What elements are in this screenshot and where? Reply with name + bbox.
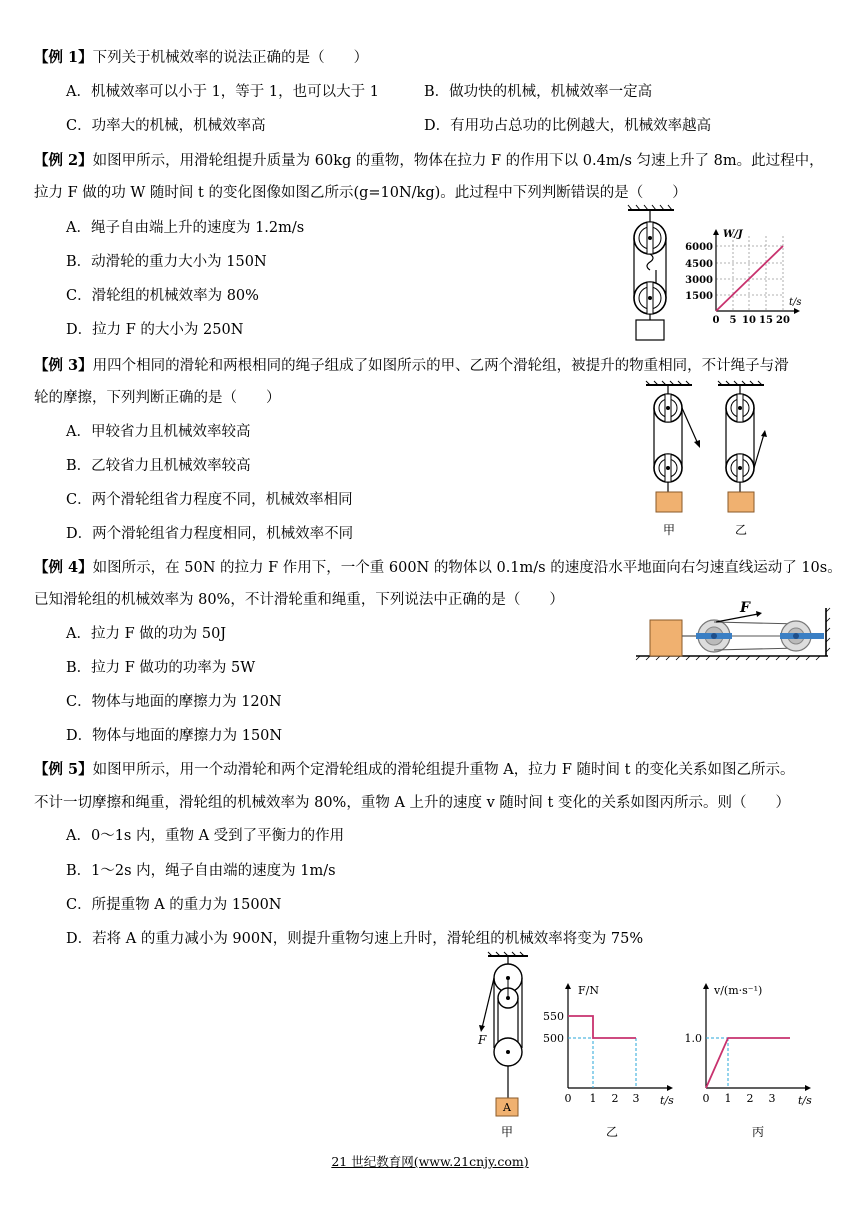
ex5-yi-ylabel: F/N bbox=[578, 984, 599, 997]
ex4-option-b: B．拉力 F 做功的功率为 5W bbox=[66, 660, 256, 676]
ex3-option-a: A．甲较省力且机械效率较高 bbox=[66, 424, 251, 440]
ex2-ytick-6000: 6000 bbox=[685, 242, 713, 253]
ex5-stem1: 如图甲所示，用一个动滑轮和两个定滑轮组成的滑轮组提升重物 A，拉力 F 随时间 t 的变化关系如图乙所示。 bbox=[92, 762, 795, 778]
ex2-work-line bbox=[716, 246, 783, 311]
ex5-pulley-figure bbox=[470, 952, 540, 1142]
ex4-force-label: F bbox=[740, 600, 750, 616]
ex3-tag: 【例 3】 bbox=[34, 357, 93, 374]
ex4-tag: 【例 4】 bbox=[34, 559, 93, 576]
ex4-option-d: D．物体与地面的摩擦力为 150N bbox=[66, 728, 283, 744]
ex5-bing-ylabel: v/(m·s⁻¹) bbox=[714, 984, 763, 997]
ex4-option-c: C．物体与地面的摩擦力为 120N bbox=[66, 694, 282, 710]
ex5-caption-bing: 丙 bbox=[751, 1125, 765, 1139]
ex2-stem1: 如图甲所示，用滑轮组提升质量为 60kg 的重物，物体在拉力 F 的作用下以 0.4m/s 匀速上升了 8m。此过程中， bbox=[92, 153, 824, 169]
ex3-pulley-figures bbox=[640, 382, 790, 542]
ex2-work-time-graph bbox=[683, 226, 813, 326]
ex4-option-a: A．拉力 F 做的功为 50J bbox=[66, 626, 227, 642]
ex5-stem-line1 bbox=[34, 760, 795, 780]
ex2-pulley-figure bbox=[622, 208, 686, 342]
ex1-option-b: B．做功快的机械，机械效率一定高 bbox=[424, 84, 653, 100]
ex5-bing-xtick-0: 0 bbox=[702, 1092, 710, 1105]
ex1-option-a: A．机械效率可以小于 1，等于 1，也可以大于 1 bbox=[66, 84, 379, 100]
ex5-bing-ytick-1: 1.0 bbox=[684, 1032, 702, 1045]
ex5-velocity-line bbox=[706, 1038, 790, 1088]
ex5-velocity-time-graph bbox=[680, 978, 820, 1142]
ex1-stem: 下列关于机械效率的说法正确的是（ ） bbox=[92, 50, 369, 66]
ex1-option-d: D．有用功占总功的比例越大，机械效率越高 bbox=[424, 118, 712, 134]
ex2-xtick-5: 5 bbox=[729, 315, 737, 326]
ex1-stem-line bbox=[34, 48, 368, 68]
ex5-bing-xlabel: t/s bbox=[798, 1094, 812, 1107]
ex3-option-b: B．乙较省力且机械效率较高 bbox=[66, 458, 251, 474]
ex2-option-c: C．滑轮组的机械效率为 80% bbox=[66, 288, 259, 304]
ex1-tag: 【例 1】 bbox=[34, 49, 93, 66]
ex3-option-d: D．两个滑轮组省力程度相同，机械效率不同 bbox=[66, 526, 354, 542]
ex2-ytick-3000: 3000 bbox=[685, 275, 713, 286]
ex2-graph-ylabel: W/J bbox=[723, 229, 743, 240]
ex4-horizontal-pulley-figure bbox=[636, 602, 832, 662]
ex2-option-d: D．拉力 F 的大小为 250N bbox=[66, 322, 244, 338]
ex2-ytick-4500: 4500 bbox=[685, 259, 713, 270]
ex5-caption-jia: 甲 bbox=[500, 1125, 514, 1139]
ex3-caption-yi: 乙 bbox=[734, 523, 748, 537]
ex2-graph-xlabel: t/s bbox=[789, 297, 802, 308]
ex2-option-a: A．绳子自由端上升的速度为 1.2m/s bbox=[66, 220, 305, 236]
ex5-bing-xtick-3: 3 bbox=[768, 1092, 776, 1105]
ex5-option-b: B．1～2s 内，绳子自由端的速度为 1m/s bbox=[66, 863, 336, 879]
ex2-xtick-10: 10 bbox=[742, 315, 756, 326]
ex5-yi-xtick-3: 3 bbox=[632, 1092, 640, 1105]
ex5-option-c: C．所提重物 A 的重力为 1500N bbox=[66, 897, 282, 913]
ex2-xtick-15: 15 bbox=[759, 315, 773, 326]
ex2-stem-line1 bbox=[34, 151, 824, 171]
ex2-stem2: 拉力 F 做的功 W 随时间 t 的变化图像如图乙所示(g=10N/kg)。此过程中下列判断错误的是（ ） bbox=[34, 185, 687, 201]
ex5-yi-xtick-0: 0 bbox=[564, 1092, 572, 1105]
ex5-option-d: D．若将 A 的重力减小为 900N，则提升重物匀速上升时，滑轮组的机械效率将变为 75% bbox=[66, 931, 644, 947]
ex2-xtick-20: 20 bbox=[776, 315, 790, 326]
footer-link[interactable]: 21 世纪教育网(www.21cnjy.com) bbox=[331, 1154, 529, 1169]
ex5-tag: 【例 5】 bbox=[34, 761, 93, 778]
ex2-ytick-1500: 1500 bbox=[685, 291, 713, 302]
ex5-block-label: A bbox=[503, 1101, 511, 1114]
ex2-tag: 【例 2】 bbox=[34, 152, 93, 169]
ex5-yi-ytick-550: 550 bbox=[543, 1010, 564, 1023]
ex2-option-b: B．动滑轮的重力大小为 150N bbox=[66, 254, 267, 270]
ex3-stem-line1 bbox=[34, 356, 789, 376]
ex5-bing-xtick-2: 2 bbox=[746, 1092, 754, 1105]
ex5-yi-xtick-2: 2 bbox=[611, 1092, 619, 1105]
ex5-yi-xtick-1: 1 bbox=[589, 1092, 597, 1105]
ex1-option-c: C．功率大的机械，机械效率高 bbox=[66, 118, 266, 134]
ex4-stem-line1 bbox=[34, 558, 842, 578]
ex4-stem1: 如图所示，在 50N 的拉力 F 作用下，一个重 600N 的物体以 0.1m/s 的速度沿水平地面向右匀速直线运动了 10s。 bbox=[92, 560, 842, 576]
ex4-stem2: 已知滑轮组的机械效率为 80%，不计滑轮重和绳重，下列说法中正确的是（ ） bbox=[34, 592, 564, 608]
ex5-yi-ytick-500: 500 bbox=[543, 1032, 564, 1045]
ex5-caption-yi: 乙 bbox=[605, 1125, 619, 1139]
ex5-force-line bbox=[568, 1016, 636, 1038]
ex5-stem2: 不计一切摩擦和绳重，滑轮组的机械效率为 80%，重物 A 上升的速度 v 随时间 t 变化的关系如图丙所示。则（ ） bbox=[34, 795, 790, 811]
ex5-bing-xtick-1: 1 bbox=[724, 1092, 732, 1105]
ex5-option-a: A．0～1s 内，重物 A 受到了平衡力的作用 bbox=[66, 828, 345, 844]
ex3-stem1: 用四个相同的滑轮和两根相同的绳子组成了如图所示的甲、乙两个滑轮组，被提升的物重相同，不计绳子与滑 bbox=[92, 358, 789, 374]
ex2-xtick-0: 0 bbox=[712, 315, 720, 326]
ex3-stem2: 轮的摩擦，下列判断正确的是（ ） bbox=[34, 390, 281, 406]
ex3-caption-jia: 甲 bbox=[662, 523, 676, 537]
ex5-yi-xlabel: t/s bbox=[660, 1094, 674, 1107]
ex3-option-c: C．两个滑轮组省力程度不同，机械效率相同 bbox=[66, 492, 353, 508]
ex5-jia-force-label: F bbox=[478, 1033, 487, 1047]
ex5-force-time-graph bbox=[540, 978, 680, 1142]
